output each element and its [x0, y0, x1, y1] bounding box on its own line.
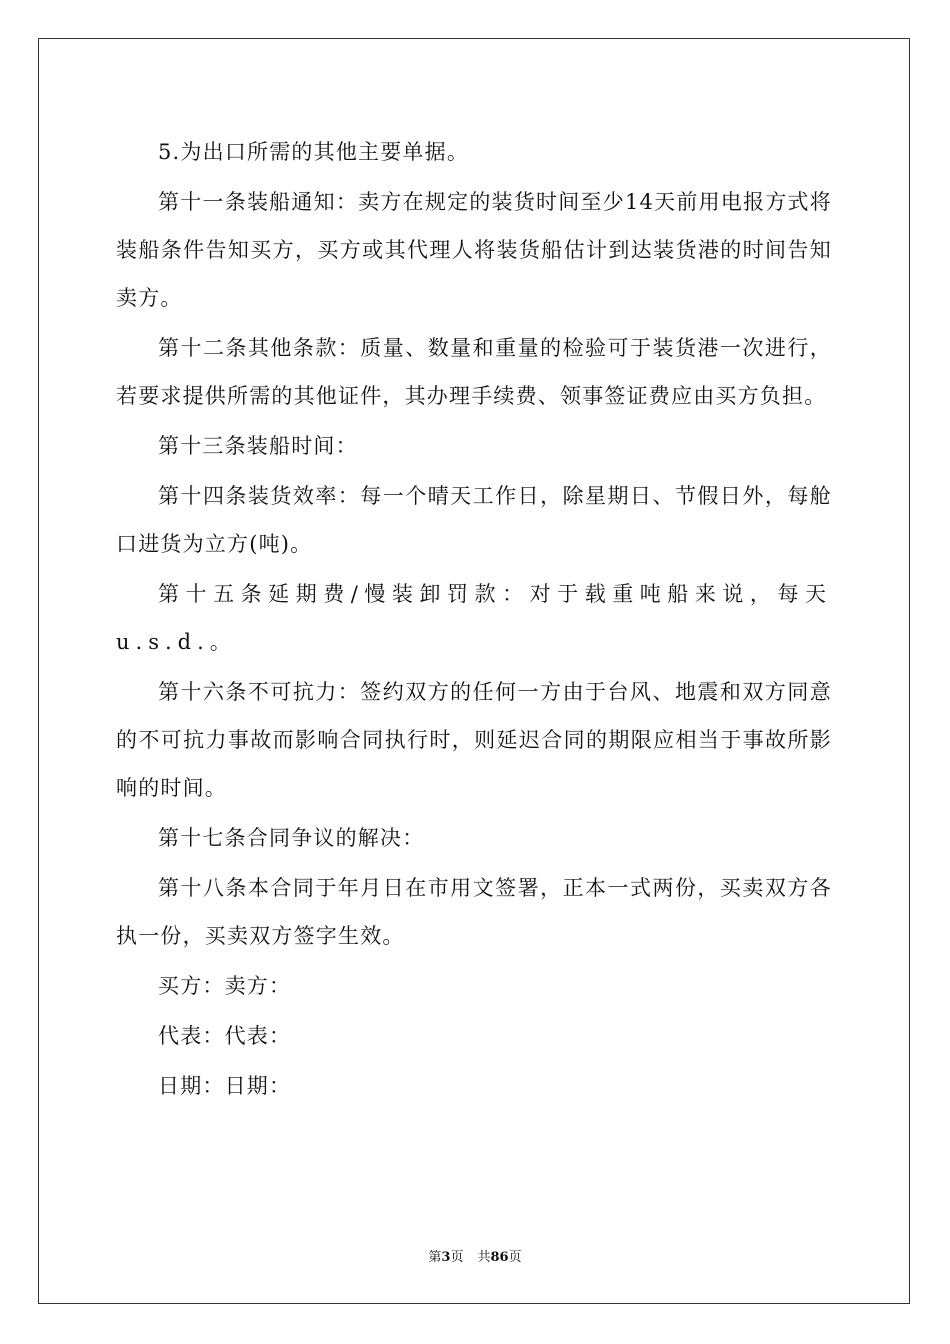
signature-dates: 日期：日期： [158, 1074, 292, 1098]
footer-total-pages: 86 [490, 1250, 509, 1265]
paragraph-8: 第十七条合同争议的解决： [158, 826, 425, 850]
signature-parties: 买方：卖方： [158, 974, 292, 998]
footer-page-number: 3 [441, 1250, 451, 1265]
paragraph-3: 第十二条其他条款：质量、数量和重量的检验可于装货港一次进行，若要求提供所需的其他证件，其办理手续费、领事签证费应由买方负担。 [116, 336, 832, 408]
footer-prefix: 第 [428, 1250, 442, 1265]
footer-page-suffix: 页 [450, 1250, 464, 1265]
paragraph-7: 第十六条不可抗力：签约双方的任何一方由于台风、地震和双方同意的不可抗力事故而影响合同执行时，则延迟合同的期限应相当于事故所影响的时间。 [116, 680, 832, 800]
page-footer [0, 1246, 950, 1265]
paragraph-5: 第十四条装货效率：每一个晴天工作日，除星期日、节假日外，每舱口进货为立方(吨)。 [116, 484, 832, 556]
paragraph-4: 第十三条装船时间： [158, 434, 358, 458]
footer-total-prefix: 共 [477, 1250, 491, 1265]
document-body [116, 128, 832, 1112]
paragraph-1: 5.为出口所需的其他主要单据。 [158, 140, 470, 164]
paragraph-2: 第十一条装船通知：卖方在规定的装货时间至少14天前用电报方式将装船条件告知买方，买方或其代理人将装货船估计到达装货港的时间告知卖方。 [116, 190, 832, 310]
paragraph-6: 第十五条延期费/慢装卸罚款：对于载重吨船来说，每天u.s.d.。 [116, 582, 832, 654]
footer-total-suffix: 页 [508, 1250, 522, 1265]
signature-representatives: 代表：代表： [158, 1024, 292, 1048]
paragraph-9: 第十八条本合同于年月日在市用文签署，正本一式两份，买卖双方各执一份，买卖双方签字生效。 [116, 876, 832, 948]
